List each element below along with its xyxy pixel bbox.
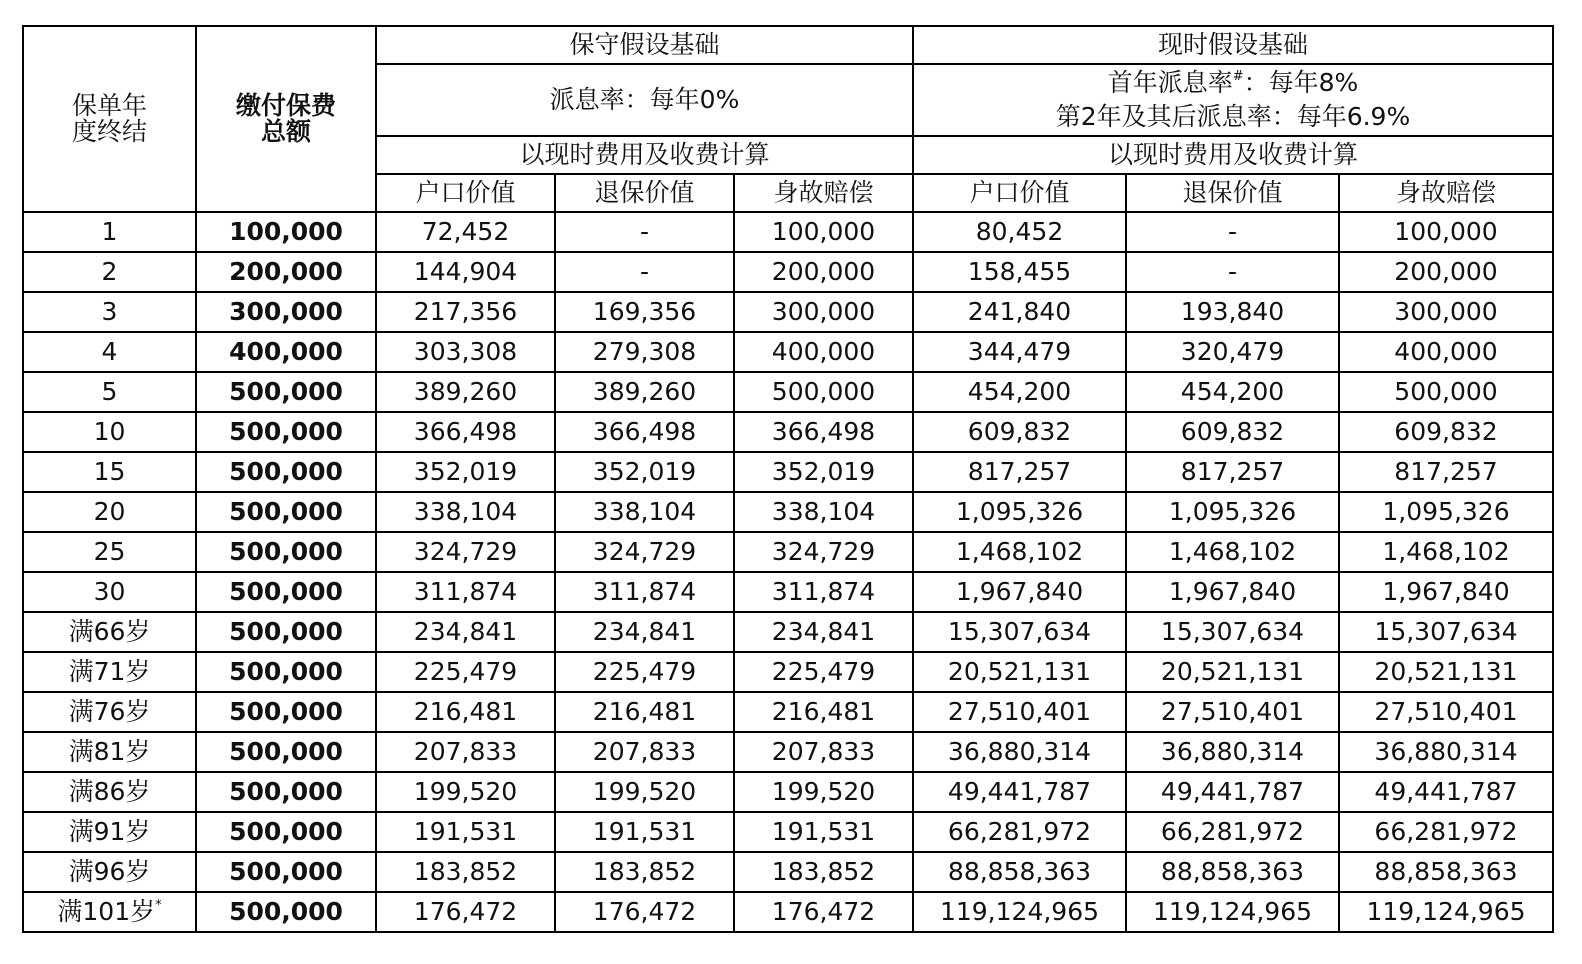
cell-conservative-surrender-value: 225,479 (555, 652, 734, 692)
cell-policy-year (23, 212, 196, 252)
cell-current-death-benefit: 200,000 (1339, 252, 1553, 292)
cell-current-account-value: 158,455 (913, 252, 1126, 292)
cell-current-account-value: 27,510,401 (913, 692, 1126, 732)
cell-conservative-surrender-value: 234,841 (555, 612, 734, 652)
cell-conservative-surrender-value: 191,531 (555, 812, 734, 852)
cell-current-account-value: 15,307,634 (913, 612, 1126, 652)
cell-conservative-death-benefit: 352,019 (734, 452, 913, 492)
cell-current-death-benefit: 88,858,363 (1339, 852, 1553, 892)
cell-total-premium: 500,000 (196, 612, 376, 652)
table-row (23, 572, 1553, 612)
cell-total-premium: 500,000 (196, 692, 376, 732)
cell-total-premium: 500,000 (196, 492, 376, 532)
cell-conservative-account-value: 207,833 (376, 732, 555, 772)
cell-current-account-value: 88,858,363 (913, 852, 1126, 892)
cell-conservative-death-benefit: 234,841 (734, 612, 913, 652)
policy-year-label: 满91岁 (68, 816, 151, 846)
policy-year-label: 满76岁 (68, 696, 151, 726)
cell-current-account-value: 344,479 (913, 332, 1126, 372)
cell-conservative-surrender-value: 207,833 (555, 732, 734, 772)
table-row (23, 332, 1553, 372)
cell-policy-year (23, 372, 196, 412)
table-row (23, 692, 1553, 732)
cell-policy-year (23, 452, 196, 492)
cell-conservative-account-value: 324,729 (376, 532, 555, 572)
header-total-premium (196, 26, 376, 212)
cell-current-surrender-value: 88,858,363 (1126, 852, 1339, 892)
table-row (23, 732, 1553, 772)
cell-current-death-benefit: 49,441,787 (1339, 772, 1553, 812)
header-current-death-benefit: 身故赔偿 (1339, 174, 1553, 212)
header-current-calc-note: 以现时费用及收费计算 (913, 136, 1553, 174)
cell-conservative-account-value: 217,356 (376, 292, 555, 332)
cell-current-surrender-value: - (1126, 212, 1339, 252)
cell-policy-year (23, 772, 196, 812)
cell-conservative-death-benefit: 176,472 (734, 892, 913, 932)
header-current-dividend-rate (913, 64, 1553, 136)
current-subsequent-year-rate: 第2年及其后派息率：每年6.9% (1055, 102, 1411, 131)
header-total-premium-line1: 缴付保费 (235, 90, 336, 120)
cell-conservative-death-benefit: 183,852 (734, 852, 913, 892)
current-first-year-rate (914, 66, 1552, 100)
cell-total-premium: 500,000 (196, 812, 376, 852)
cell-policy-year (23, 492, 196, 532)
table-row (23, 412, 1553, 452)
cell-conservative-death-benefit: 191,531 (734, 812, 913, 852)
cell-conservative-account-value: 366,498 (376, 412, 555, 452)
cell-current-surrender-value: 66,281,972 (1126, 812, 1339, 852)
cell-policy-year (23, 812, 196, 852)
header-policy-year-line1: 保单年 (71, 90, 147, 120)
cell-current-account-value: 609,832 (913, 412, 1126, 452)
header-conservative-calc-note: 以现时费用及收费计算 (376, 136, 913, 174)
cell-conservative-death-benefit: 199,520 (734, 772, 913, 812)
cell-current-death-benefit: 817,257 (1339, 452, 1553, 492)
header-current-account-value: 户口价值 (913, 174, 1126, 212)
cell-conservative-death-benefit: 300,000 (734, 292, 913, 332)
cell-current-account-value: 80,452 (913, 212, 1126, 252)
cell-current-surrender-value: - (1126, 252, 1339, 292)
cell-conservative-surrender-value: 176,472 (555, 892, 734, 932)
cell-conservative-death-benefit: 311,874 (734, 572, 913, 612)
cell-current-surrender-value: 1,967,840 (1126, 572, 1339, 612)
cell-policy-year (23, 732, 196, 772)
table-body (23, 212, 1553, 932)
cell-conservative-surrender-value: 352,019 (555, 452, 734, 492)
cell-current-account-value: 1,095,326 (913, 492, 1126, 532)
cell-policy-year (23, 692, 196, 732)
cell-current-surrender-value: 817,257 (1126, 452, 1339, 492)
table-row (23, 492, 1553, 532)
cell-total-premium: 500,000 (196, 452, 376, 492)
cell-current-account-value: 119,124,965 (913, 892, 1126, 932)
cell-current-death-benefit: 300,000 (1339, 292, 1553, 332)
cell-conservative-surrender-value: 338,104 (555, 492, 734, 532)
table-row (23, 652, 1553, 692)
table-row (23, 772, 1553, 812)
policy-year-label: 20 (93, 496, 126, 526)
cell-current-surrender-value: 1,468,102 (1126, 532, 1339, 572)
cell-conservative-surrender-value: - (555, 212, 734, 252)
cell-policy-year (23, 652, 196, 692)
policy-year-label: 满71岁 (68, 656, 151, 686)
table-row (23, 532, 1553, 572)
cell-conservative-account-value: 234,841 (376, 612, 555, 652)
cell-policy-year (23, 412, 196, 452)
table-row (23, 212, 1553, 252)
cell-conservative-account-value: 191,531 (376, 812, 555, 852)
table-row (23, 812, 1553, 852)
cell-current-death-benefit: 100,000 (1339, 212, 1553, 252)
policy-year-label: 满66岁 (68, 616, 151, 646)
cell-conservative-death-benefit: 216,481 (734, 692, 913, 732)
policy-year-label: 3 (101, 296, 118, 326)
illustration-table-container (22, 25, 1554, 933)
cell-conservative-surrender-value: 311,874 (555, 572, 734, 612)
cell-current-death-benefit: 1,095,326 (1339, 492, 1553, 532)
cell-conservative-death-benefit: 400,000 (734, 332, 913, 372)
table-row (23, 292, 1553, 332)
cell-conservative-surrender-value: 279,308 (555, 332, 734, 372)
cell-current-account-value: 20,521,131 (913, 652, 1126, 692)
cell-current-surrender-value: 193,840 (1126, 292, 1339, 332)
cell-conservative-surrender-value: 216,481 (555, 692, 734, 732)
header-conservative-surrender-value: 退保价值 (555, 174, 734, 212)
cell-current-account-value: 817,257 (913, 452, 1126, 492)
cell-total-premium: 500,000 (196, 892, 376, 932)
cell-current-death-benefit: 27,510,401 (1339, 692, 1553, 732)
cell-conservative-account-value: 72,452 (376, 212, 555, 252)
cell-current-death-benefit: 119,124,965 (1339, 892, 1553, 932)
cell-total-premium: 300,000 (196, 292, 376, 332)
cell-current-surrender-value: 20,521,131 (1126, 652, 1339, 692)
cell-conservative-account-value: 303,308 (376, 332, 555, 372)
cell-current-death-benefit: 609,832 (1339, 412, 1553, 452)
cell-conservative-account-value: 144,904 (376, 252, 555, 292)
cell-current-surrender-value: 609,832 (1126, 412, 1339, 452)
cell-conservative-death-benefit: 207,833 (734, 732, 913, 772)
cell-total-premium: 500,000 (196, 772, 376, 812)
table-row (23, 452, 1553, 492)
cell-conservative-account-value: 311,874 (376, 572, 555, 612)
cell-conservative-death-benefit: 366,498 (734, 412, 913, 452)
policy-year-label: 4 (101, 336, 118, 366)
cell-conservative-surrender-value: 324,729 (555, 532, 734, 572)
table-row (23, 252, 1553, 292)
cell-policy-year (23, 292, 196, 332)
cell-current-death-benefit: 1,967,840 (1339, 572, 1553, 612)
benefit-illustration-table (22, 25, 1554, 933)
cell-conservative-surrender-value: 389,260 (555, 372, 734, 412)
cell-total-premium: 500,000 (196, 412, 376, 452)
cell-conservative-death-benefit: 500,000 (734, 372, 913, 412)
cell-total-premium: 200,000 (196, 252, 376, 292)
cell-current-surrender-value: 49,441,787 (1126, 772, 1339, 812)
cell-total-premium: 500,000 (196, 372, 376, 412)
table-row (23, 852, 1553, 892)
header-current-surrender-value: 退保价值 (1126, 174, 1339, 212)
cell-current-account-value: 36,880,314 (913, 732, 1126, 772)
footnote-hash-mark: # (1232, 69, 1244, 85)
cell-conservative-death-benefit: 324,729 (734, 532, 913, 572)
cell-current-death-benefit: 500,000 (1339, 372, 1553, 412)
cell-current-surrender-value: 1,095,326 (1126, 492, 1339, 532)
current-first-year-rate-pre: 首年派息率 (1107, 68, 1233, 98)
cell-total-premium: 500,000 (196, 572, 376, 612)
cell-conservative-account-value: 199,520 (376, 772, 555, 812)
policy-year-label: 满81岁 (68, 736, 151, 766)
cell-current-surrender-value: 454,200 (1126, 372, 1339, 412)
cell-conservative-account-value: 183,852 (376, 852, 555, 892)
header-conservative-dividend-rate: 派息率：每年0% (376, 64, 913, 136)
cell-conservative-account-value: 216,481 (376, 692, 555, 732)
cell-current-account-value: 454,200 (913, 372, 1126, 412)
cell-conservative-death-benefit: 200,000 (734, 252, 913, 292)
cell-current-surrender-value: 320,479 (1126, 332, 1339, 372)
cell-current-death-benefit: 66,281,972 (1339, 812, 1553, 852)
cell-conservative-account-value: 352,019 (376, 452, 555, 492)
cell-policy-year (23, 572, 196, 612)
cell-conservative-death-benefit: 338,104 (734, 492, 913, 532)
cell-conservative-account-value: 338,104 (376, 492, 555, 532)
cell-conservative-surrender-value: - (555, 252, 734, 292)
cell-total-premium: 500,000 (196, 532, 376, 572)
header-current-basis: 现时假设基础 (913, 26, 1553, 64)
cell-conservative-surrender-value: 199,520 (555, 772, 734, 812)
cell-current-death-benefit: 20,521,131 (1339, 652, 1553, 692)
cell-conservative-death-benefit: 100,000 (734, 212, 913, 252)
cell-current-account-value: 1,468,102 (913, 532, 1126, 572)
cell-total-premium: 100,000 (196, 212, 376, 252)
cell-conservative-surrender-value: 169,356 (555, 292, 734, 332)
cell-total-premium: 500,000 (196, 652, 376, 692)
current-first-year-rate-post: ：每年8% (1243, 68, 1359, 98)
policy-year-label: 30 (93, 576, 126, 606)
cell-total-premium: 500,000 (196, 852, 376, 892)
cell-total-premium: 400,000 (196, 332, 376, 372)
cell-current-surrender-value: 119,124,965 (1126, 892, 1339, 932)
cell-current-account-value: 49,441,787 (913, 772, 1126, 812)
cell-current-account-value: 1,967,840 (913, 572, 1126, 612)
cell-current-death-benefit: 400,000 (1339, 332, 1553, 372)
cell-current-death-benefit: 1,468,102 (1339, 532, 1553, 572)
policy-year-label: 满101岁 (57, 896, 156, 926)
cell-current-surrender-value: 36,880,314 (1126, 732, 1339, 772)
header-policy-year (23, 26, 196, 212)
policy-year-label: 10 (93, 416, 126, 446)
header-conservative-death-benefit: 身故赔偿 (734, 174, 913, 212)
cell-current-account-value: 66,281,972 (913, 812, 1126, 852)
policy-year-label: 25 (93, 536, 126, 566)
table-row (23, 612, 1553, 652)
table-row (23, 372, 1553, 412)
cell-conservative-surrender-value: 183,852 (555, 852, 734, 892)
policy-year-label: 满96岁 (68, 856, 151, 886)
table-header (23, 26, 1553, 212)
cell-conservative-account-value: 176,472 (376, 892, 555, 932)
cell-total-premium: 500,000 (196, 732, 376, 772)
cell-current-death-benefit: 15,307,634 (1339, 612, 1553, 652)
footnote-asterisk-mark: * (155, 897, 162, 913)
cell-conservative-account-value: 225,479 (376, 652, 555, 692)
table-row (23, 892, 1553, 932)
cell-current-surrender-value: 15,307,634 (1126, 612, 1339, 652)
header-total-premium-line2: 总额 (260, 117, 311, 146)
cell-current-surrender-value: 27,510,401 (1126, 692, 1339, 732)
cell-policy-year (23, 892, 196, 932)
cell-policy-year (23, 852, 196, 892)
cell-current-account-value: 241,840 (913, 292, 1126, 332)
cell-policy-year (23, 532, 196, 572)
policy-year-label: 满86岁 (68, 776, 151, 806)
header-conservative-basis: 保守假设基础 (376, 26, 913, 64)
cell-policy-year (23, 332, 196, 372)
policy-year-label: 15 (93, 456, 126, 486)
policy-year-label: 5 (101, 376, 118, 406)
policy-year-label: 2 (101, 256, 118, 286)
header-conservative-account-value: 户口价值 (376, 174, 555, 212)
cell-policy-year (23, 252, 196, 292)
policy-year-label: 1 (101, 216, 118, 246)
cell-current-death-benefit: 36,880,314 (1339, 732, 1553, 772)
cell-conservative-surrender-value: 366,498 (555, 412, 734, 452)
cell-policy-year (23, 612, 196, 652)
header-policy-year-line2: 度终结 (71, 117, 147, 146)
cell-conservative-death-benefit: 225,479 (734, 652, 913, 692)
cell-conservative-account-value: 389,260 (376, 372, 555, 412)
